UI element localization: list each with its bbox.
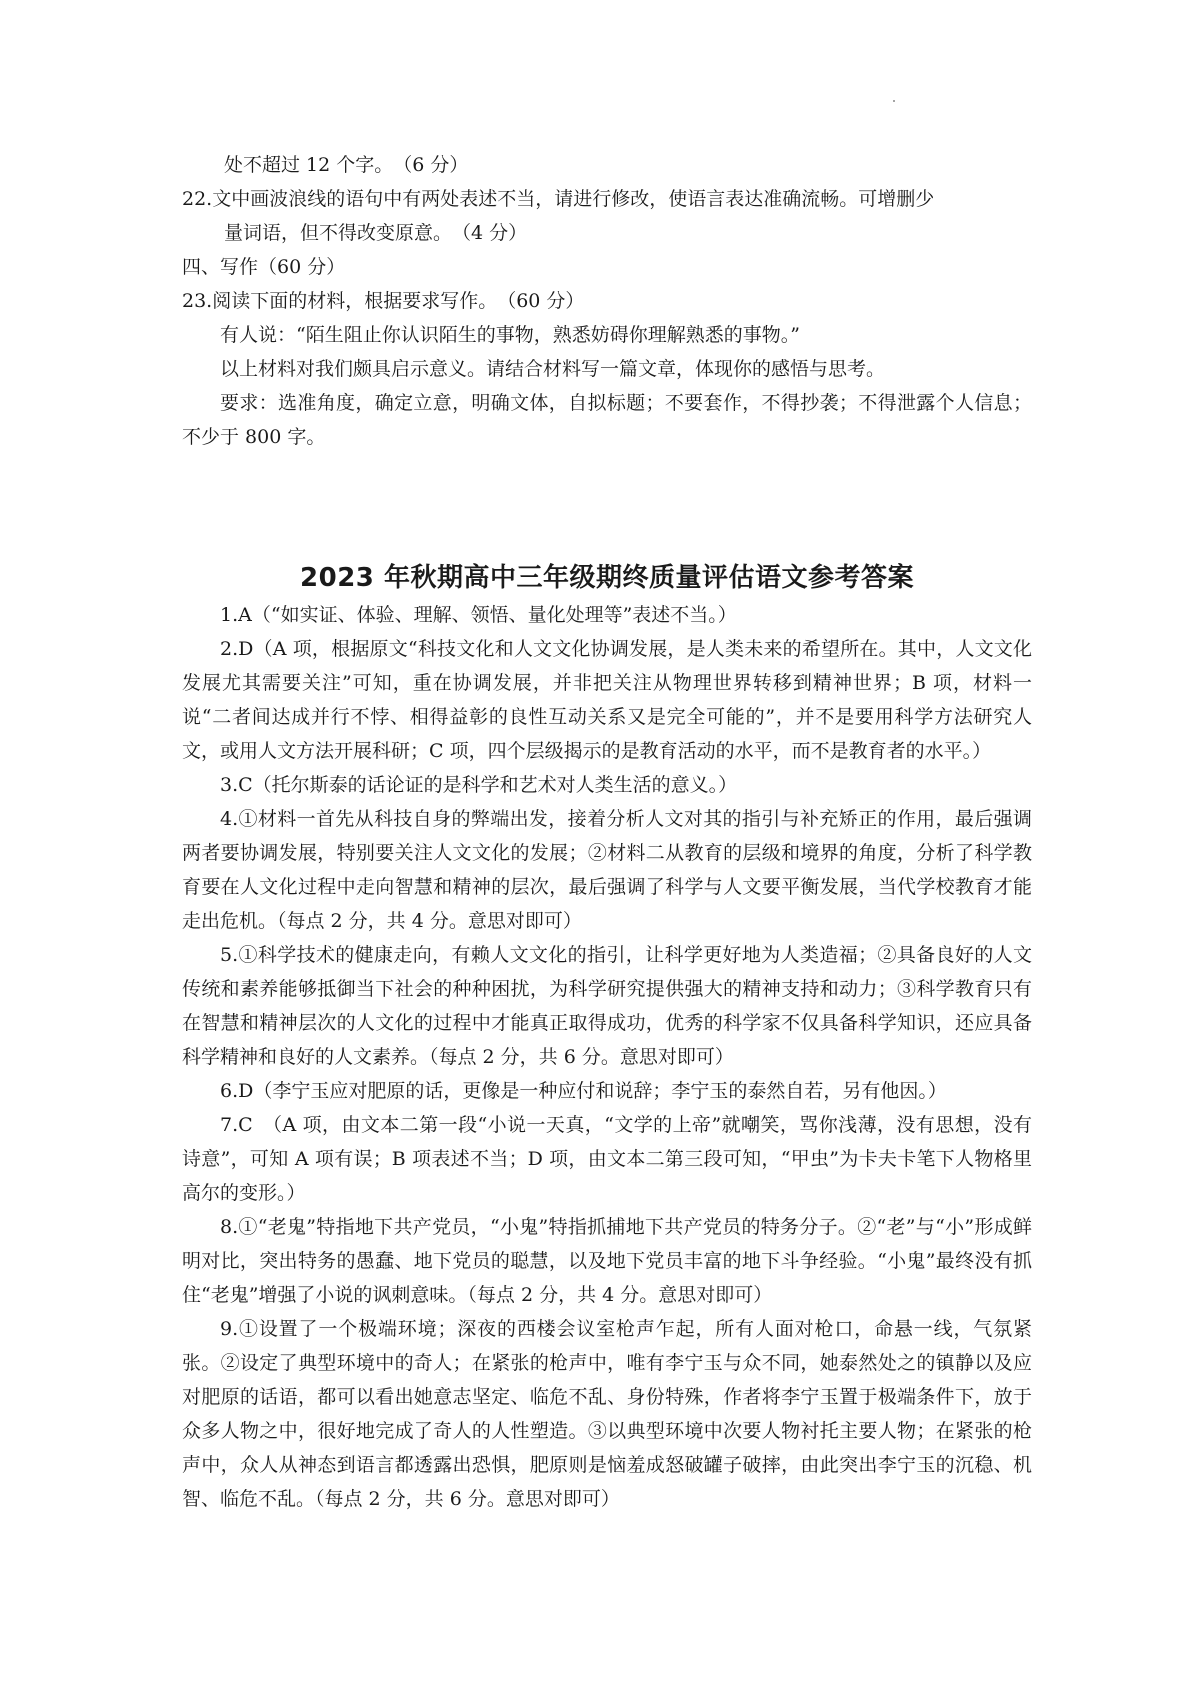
q23-requirements: 要求：选准角度，确定立意，明确文体，自拟标题；不要套作，不得抄袭；不得泄露个人信息；不少于 800 字。 bbox=[182, 392, 1032, 448]
q23-prompt: 23.阅读下面的材料，根据要求写作。 （60 分） bbox=[182, 290, 585, 312]
answer-item-9: 9.①设置了一个极端环境；深夜的西楼会议室枪声乍起，所有人面对枪口，命悬一线，气氛紧张。②设定了典型环境中的奇人；在紧张的枪声中，唯有李宁玉与众不同，她泰然处之的镇静以及应对肥原的话语，都可以看出她意志坚定、临危不乱、身份特殊，作者将李宁玉置于极端条件下，放于众多人物之中，很好地完成了奇人的人性塑造。③以典型环境中次要人物衬托主要人物；在紧张的枪声中，众人从神态到语言都透露出恐惧，肥原则是恼羞成怒破罐子破摔，由此突出李宁玉的沉稳、机智、临危不乱。（每点 2 分，共 6 分。意思对即可） bbox=[182, 1318, 1032, 1510]
q23-material-quote: 有人说：“陌生阻止你认识陌生的事物，熟悉妨碍你理解熟悉的事物。” bbox=[220, 324, 800, 346]
answer-key bbox=[182, 558, 1032, 1516]
exam-question-tail bbox=[182, 148, 1032, 454]
scan-speck bbox=[893, 100, 895, 102]
writing-section-heading: 四、写作（60 分） bbox=[182, 256, 346, 278]
q23-material-instruction: 以上材料对我们颇具启示意义。请结合材料写一篇文章，体现你的感悟与思考。 bbox=[220, 358, 886, 380]
answer-item-1: 1.A（“如实证、体验、理解、领悟、量化处理等”表述不当。） bbox=[220, 604, 737, 626]
answer-key-title: 2023 年秋期高中三年级期终质量评估语文参考答案 bbox=[300, 563, 914, 593]
answer-item-6: 6.D（李宁玉应对肥原的话，更像是一种应付和说辞；李宁玉的泰然自若，另有他因。） bbox=[220, 1080, 947, 1102]
q22-prompt-continuation: 量词语，但不得改变原意。 （4 分） bbox=[224, 222, 528, 244]
answer-item-3: 3.C（托尔斯泰的话论证的是科学和艺术对人类生活的意义。） bbox=[220, 774, 738, 796]
q21-continuation: 处不超过 12 个字。 （6 分） bbox=[224, 154, 469, 176]
answer-item-7: 7.C （A 项，由文本二第一段“小说一天真，“文学的上帝”就嘲笑，骂你浅薄，没有思想，没有诗意”，可知 A 项有误；B 项表述不当；D 项，由文本二第三段可知，“甲虫”为卡夫卡笔下人物格里高尔的变形。） bbox=[182, 1114, 1032, 1204]
answer-item-5: 5.①科学技术的健康走向，有赖人文文化的指引，让科学更好地为人类造福；②具备良好的人文传统和素养能够抵御当下社会的种种困扰，为科学研究提供强大的精神支持和动力；③科学教育只有在智慧和精神层次的人文化的过程中才能真正取得成功，优秀的科学家不仅具备科学知识，还应具备科学精神和良好的人文素养。（每点 2 分，共 6 分。意思对即可） bbox=[182, 944, 1032, 1068]
answer-item-2: 2.D（A 项，根据原文“科技文化和人文文化协调发展，是人类未来的希望所在。其中，人文文化发展尤其需要关注”可知，重在协调发展，并非把关注从物理世界转移到精神世界；B 项，材料一说“二者间达成并行不悖、相得益彰的良性互动关系又是完全可能的”，并不是要用科学方法研究人文，或用人文方法开展科研；C 项，四个层级揭示的是教育活动的水平，而不是教育者的水平。） bbox=[182, 638, 1032, 762]
q22-prompt: 22.文中画波浪线的语句中有两处表述不当，请进行修改，使语言表达准确流畅。可增删少 bbox=[182, 188, 935, 210]
answer-item-4: 4.①材料一首先从科技自身的弊端出发，接着分析人文对其的指引与补充矫正的作用，最后强调两者要协调发展，特别要关注人文文化的发展；②材料二从教育的层级和境界的角度，分析了科学教育要在人文化过程中走向智慧和精神的层次，最后强调了科学与人文要平衡发展，当代学校教育才能走出危机。（每点 2 分，共 4 分。意思对即可） bbox=[182, 808, 1032, 932]
answer-item-8: 8.①“老鬼”特指地下共产党员，“小鬼”特指抓捕地下共产党员的特务分子。②“老”与“小”形成鲜明对比，突出特务的愚蠢、地下党员的聪慧，以及地下党员丰富的地下斗争经验。“小鬼”最终没有抓住“老鬼”增强了小说的讽刺意味。（每点 2 分，共 4 分。意思对即可） bbox=[182, 1216, 1032, 1306]
